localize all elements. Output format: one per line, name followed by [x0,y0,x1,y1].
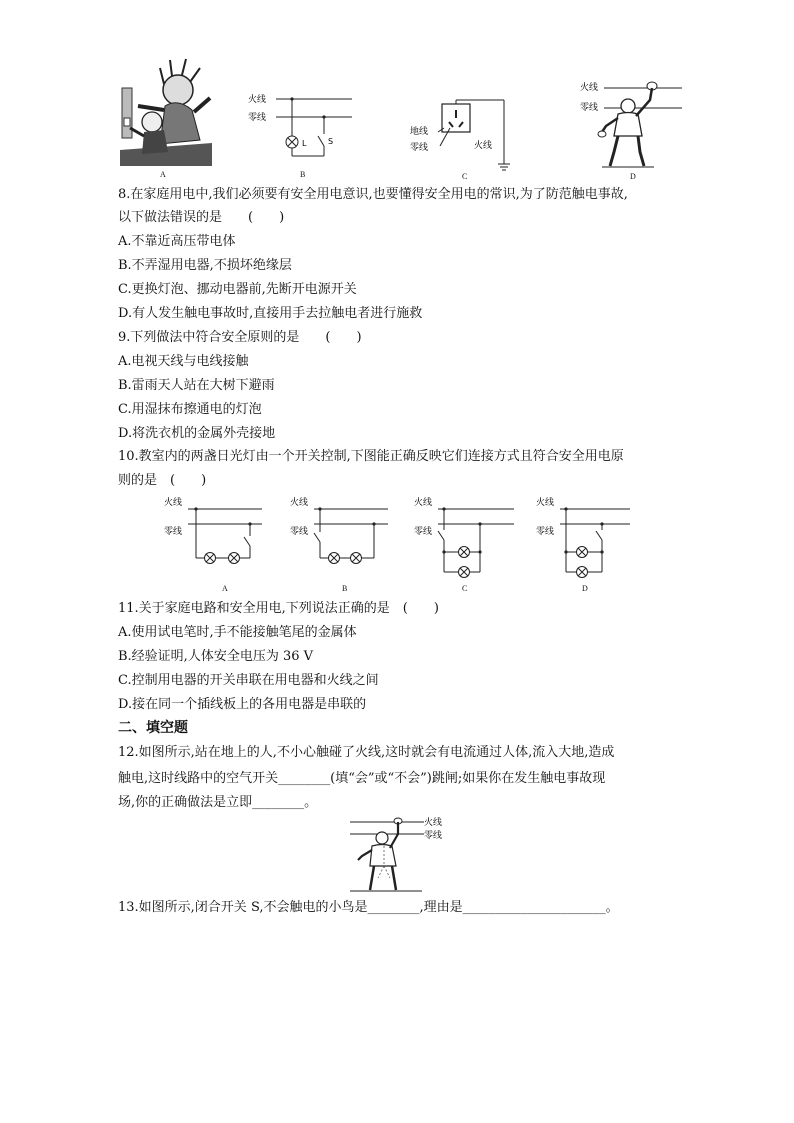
section-title-fill-in: 二、填空题 [118,720,188,736]
figure-a-shock-cartoon [120,58,212,166]
figure-b-switch-label: S [328,137,334,146]
q9-option-b: B.雷雨天人站在大树下避雨 [118,378,275,393]
figure-d-live-label: 火线 [580,83,599,93]
figure-b-caption: B [300,170,306,179]
figure-c-live-label: 火线 [474,141,493,151]
q10-d-live: 火线 [536,498,555,508]
q11-option-c: C.控制用电器的开关串联在用电器和火线之间 [118,673,379,688]
q12-line2: 触电,这时线路中的空气开关________(填“会”或“不会”)跳闸;如果你在发生触电事故现 [118,771,606,786]
q10-stem-line1: 10.教室内的两盏日光灯由一个开关控制,下图能正确反映它们连接方式且符合安全用电原 [118,449,624,464]
q10-caption-a: A [222,584,228,593]
q8-stem-line2: 以下做法错误的是 ( ) [118,210,285,225]
figure-c-neutral-label: 零线 [410,143,429,153]
figure-b-lamp-label: L [302,139,307,148]
q10-c-live: 火线 [414,498,433,508]
figure-b-neutral-label: 零线 [248,113,267,123]
q10-b-neutral: 零线 [290,527,309,537]
q10-caption-d: D [582,584,588,593]
figure-d-person-live-wire [580,78,690,170]
q10-circuit-b [288,494,396,576]
q11-option-b: B.经验证明,人体安全电压为 36 V [118,649,314,664]
q10-caption-b: B [342,584,348,593]
q10-circuit-a [162,494,270,576]
q8-stem-line1: 8.在家庭用电中,我们必须要有安全用电意识,也要懂得安全用电的常识,为了防范触电事故, [118,187,628,202]
q10-circuit-d [534,494,644,580]
q12-line3: 场,你的正确做法是立即________。 [118,795,318,810]
figure-d-caption: D [630,172,636,181]
figure-b-circuit [248,90,358,162]
q10-a-live: 火线 [164,498,183,508]
figure-d-neutral-label: 零线 [580,103,599,113]
figure-a-caption: A [160,170,166,179]
q10-b-live: 火线 [290,498,309,508]
q9-option-c: C.用湿抹布擦通电的灯泡 [118,402,262,417]
q13-line1: 13.如图所示,闭合开关 S,不会触电的小鸟是________,理由是______________________。 [118,900,619,915]
q11-option-a: A.使用试电笔时,手不能接触笔尾的金属体 [118,625,357,640]
figure-c-ground-label: 地线 [410,127,429,137]
q10-stem-line2: 则的是 ( ) [118,473,207,488]
q10-circuit-c [412,494,522,580]
q10-caption-c: C [462,584,468,593]
figure-c-caption: C [462,172,468,181]
q9-stem: 9.下列做法中符合安全原则的是 ( ) [118,330,362,345]
figure-b-live-label: 火线 [248,95,267,105]
q10-c-neutral: 零线 [414,527,433,537]
q12-fig-live: 火线 [424,818,443,828]
q12-figure-person-touching-wire [348,812,452,894]
q8-option-c: C.更换灯泡、挪动电器前,先断开电源开关 [118,282,357,297]
q8-option-b: B.不弄湿用电器,不损坏绝缘层 [118,258,292,273]
q9-option-a: A.电视天线与电线接触 [118,354,249,369]
q11-option-d: D.接在同一个插线板上的各用电器是串联的 [118,697,367,712]
q10-a-neutral: 零线 [164,527,183,537]
q9-option-d: D.将洗衣机的金属外壳接地 [118,426,276,441]
q12-fig-neutral: 零线 [424,831,443,841]
q12-line1: 12.如图所示,站在地上的人,不小心触碰了火线,这时就会有电流通过人体,流入大地,造成 [118,745,615,760]
figure-c-socket [408,98,518,172]
q11-stem: 11.关于家庭电路和安全用电,下列说法正确的是 ( ) [118,601,439,616]
q10-d-neutral: 零线 [536,527,555,537]
q8-option-d: D.有人发生触电事故时,直接用手去拉触电者进行施救 [118,306,423,321]
q8-option-a: A.不靠近高压带电体 [118,234,236,249]
